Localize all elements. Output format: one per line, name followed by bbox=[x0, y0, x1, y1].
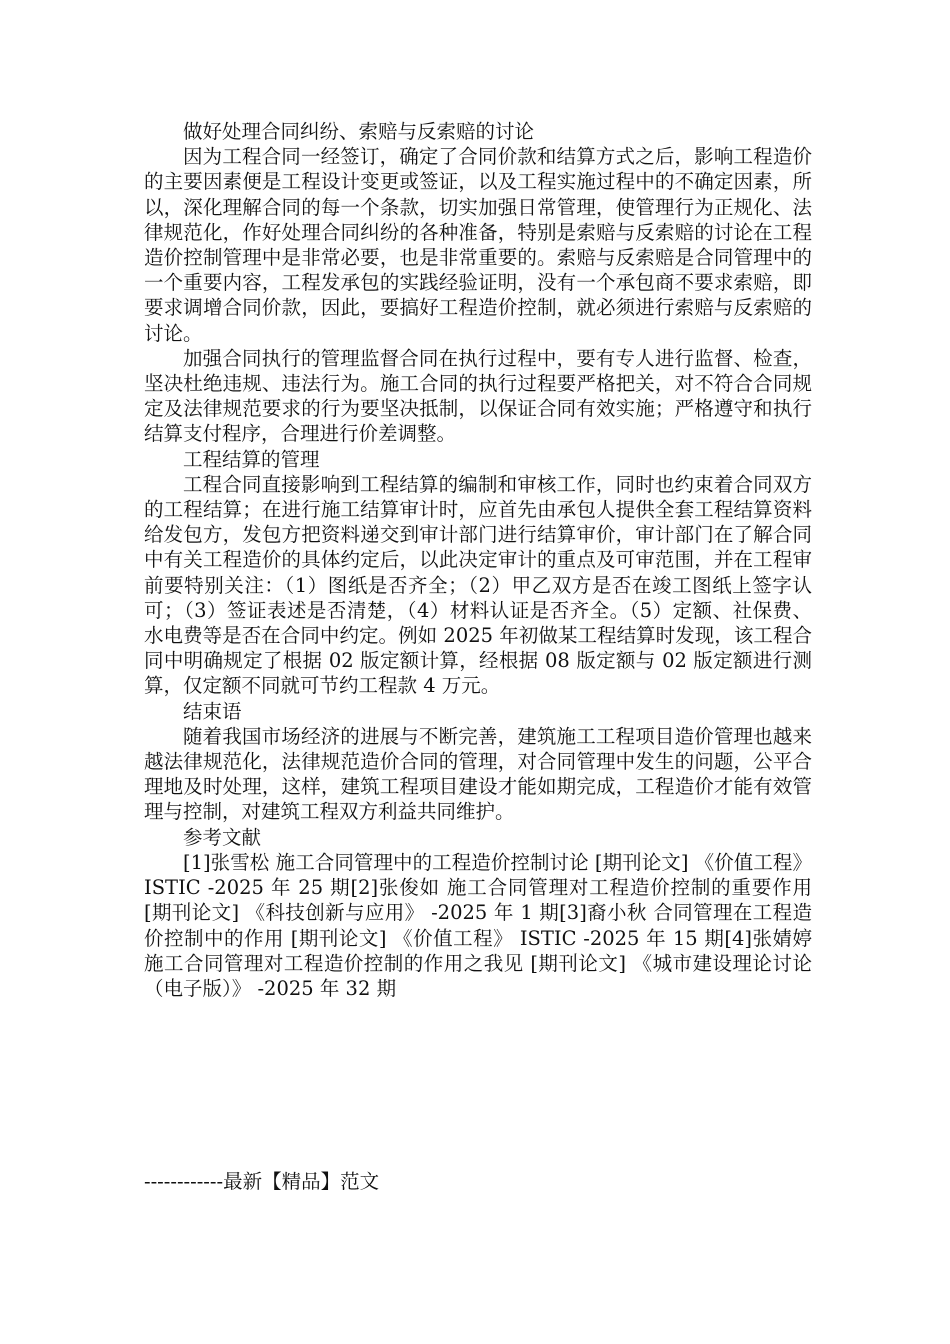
section-heading-conclusion: 结束语 bbox=[183, 699, 242, 723]
paragraph-dispute-claims: 因为工程合同一经签订，确定了合同价款和结算方式之后，影响工程造价的主要因素便是工程设计变更或签证，以及工程实施过程中的不确定因素，所以，深化理解合同的每一个条款，切实加强日常管理，使管理行为正规化、法律规范化，作好处理合同纠纷的各种准备，特别是索赔与反索赔的讨论在工程造价控制管理中是非常必要，也是非常重要的。索赔与反索赔是合同管理中的一个重要内容，工程发承包的实践经验证明，没有一个承包商不要求索赔，即要求调增合同价款，因此，要搞好工程造价控制，就必须进行索赔与反索赔的讨论。 bbox=[144, 145, 812, 345]
section-heading-references: 参考文献 bbox=[183, 825, 262, 849]
section-heading-settlement: 工程结算的管理 bbox=[183, 447, 320, 471]
paragraph-settlement: 工程合同直接影响到工程结算的编制和审核工作，同时也约束着合同双方的工程结算；在进行施工结算审计时，应首先由承包人提供全套工程结算资料给发包方，发包方把资料递交到审计部门进行结算审价，审计部门在了解合同中有关工程造价的具体约定后，以此决定审计的重点及可审范围，并在工程审前要特别关注：（1）图纸是否齐全；（2）甲乙双方是否在竣工图纸上签字认可；（3）签证表述是否清楚，（4）材料认证是否齐全。（5）定额、社保费、水电费等是否在合同中约定。例如 2025 年初做某工程结算时发现，该工程合同中明确规定了根据 02 版定额计算，经根据 08 版定额与 02 版定额进行测算，仅定额不同就可节约工程款 4 万元。 bbox=[144, 472, 812, 698]
section-heading-dispute: 做好处理合同纠纷、索赔与反索赔的讨论 bbox=[183, 120, 535, 143]
paragraph-contract-supervision: 加强合同执行的管理监督合同在执行过程中，要有专人进行监督、检查，坚决杜绝违规、违法行为。施工合同的执行过程要严格把关，对不符合合同规定及法律规范要求的行为要坚决抵制，以保证合同有效实施；严格遵守和执行结算支付程序，合理进行价差调整。 bbox=[144, 346, 812, 446]
paragraph-references: [1]张雪松 施工合同管理中的工程造价控制讨论 [期刊论文] 《价值工程》 ISTIC -2025 年 25 期[2]张俊如 施工合同管理对工程造价控制的重要作用 [期刊论文] 《科技创新与应用》 -2025 年 1 期[3]裔小秋 合同管理在工程造价控制中的作用 [期刊论文] 《价值工程》 ISTIC -2025 年 15 期[4]张婧婷 施工合同管理对工程造价控制的作用之我见 [期刊论文] 《城市建设理论讨论（电子版）》 -2025 年 32 期 bbox=[144, 850, 812, 1000]
page-footer: ------------最新【精品】范文 bbox=[144, 1170, 380, 1193]
paragraph-conclusion: 随着我国市场经济的进展与不断完善，建筑施工工程项目造价管理也越来越法律规范化，法律规范造价合同的管理，对合同管理中发生的问题，公平合理地及时处理，这样，建筑工程项目建设才能如期完成，工程造价才能有效管理与控制，对建筑工程双方利益共同维护。 bbox=[144, 724, 812, 824]
document-body bbox=[144, 119, 812, 1001]
